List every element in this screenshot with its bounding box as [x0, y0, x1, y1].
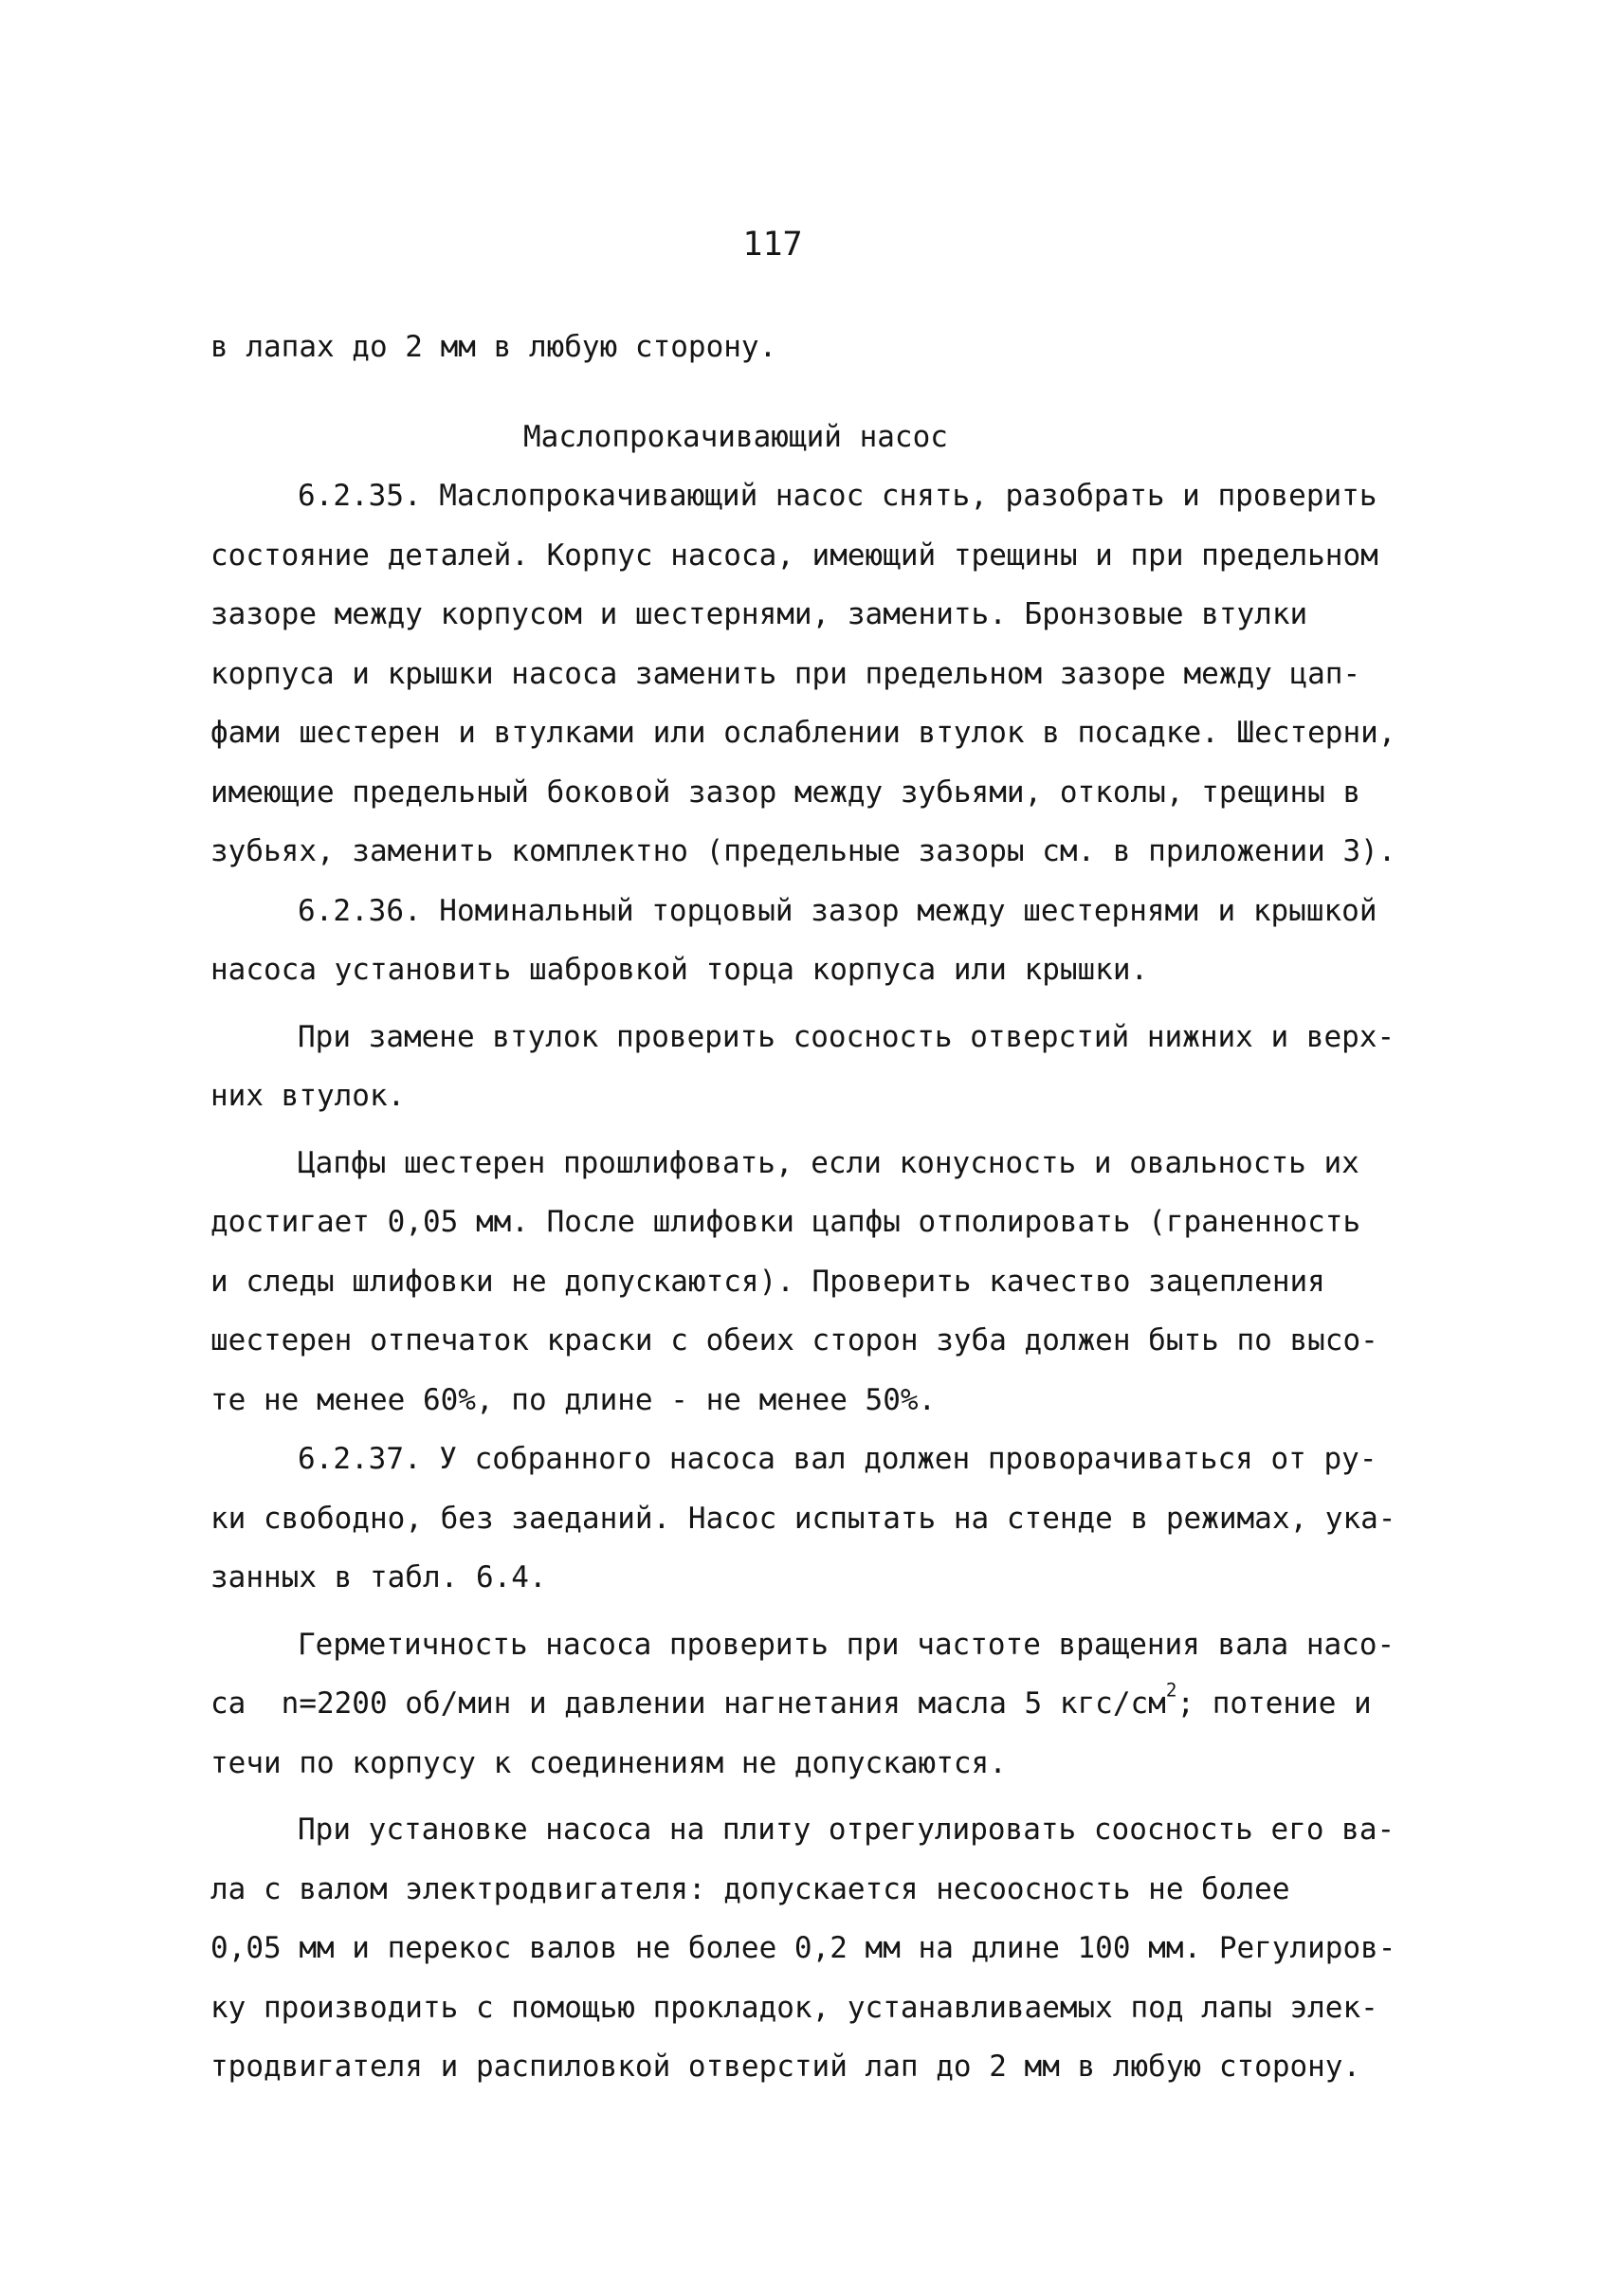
text-line: ки свободно, без заеданий. Насос испытать на стенде в режимах, ука-: [210, 1501, 1396, 1536]
text-line-with-superscript: [210, 1674, 1438, 1734]
text-line: 6.2.36. Номинальный торцовый зазор между шестернями и крышкой: [298, 893, 1377, 928]
text-fragment: ; потение и: [1176, 1686, 1372, 1721]
superscript-exponent: 2: [1165, 1679, 1177, 1702]
text-line: состояние деталей. Корпус насоса, имеющий трещины и при предельном: [210, 538, 1378, 573]
text-line: них втулок.: [210, 1079, 406, 1113]
text-line: Цапфы шестерен прошлифовать, если конусность и овальность их: [298, 1145, 1359, 1180]
paragraph-journal-grinding: [210, 1134, 1438, 1430]
paragraph-6-2-35: [210, 466, 1438, 882]
text-line: корпуса и крышки насоса заменить при предельном зазоре между цап-: [210, 656, 1361, 691]
section-heading: Маслопрокачивающий насос: [523, 419, 948, 454]
page-number: 117: [742, 226, 803, 264]
paragraph-pump-installation: [210, 1800, 1438, 2097]
document-body: [210, 318, 1438, 2097]
text-line: зазоре между корпусом и шестернями, заменить. Бронзовые втулки: [210, 597, 1308, 631]
paragraph-6-2-36: [210, 882, 1438, 1000]
paragraph-bushing-replacement: [210, 1008, 1438, 1126]
text-line: ла с валом электродвигателя: допускается несоосность не более: [210, 1871, 1290, 1906]
text-line: достигает 0,05 мм. После шлифовки цапфы отполировать (граненность: [210, 1205, 1361, 1239]
text-line: При замене втулок проверить соосность отверстий нижних и верх-: [298, 1019, 1395, 1054]
text-line: 6.2.35. Маслопрокачивающий насос снять, разобрать и проверить: [298, 479, 1377, 513]
text-fragment: са n=2200 об/мин и давлении нагнетания масла 5 кгс/см: [210, 1686, 1166, 1721]
paragraph-tightness-test: [210, 1615, 1438, 1794]
text-line: Герметичность насоса проверить при частоте вращения вала насо-: [298, 1627, 1395, 1662]
text-line: и следы шлифовки не допускаются). Проверить качество зацепления: [210, 1264, 1325, 1299]
text-line: тродвигателя и распиловкой отверстий лап до 2 мм в любую сторону.: [210, 2050, 1361, 2084]
text-line: 6.2.37. У собранного насоса вал должен проворачиваться от ру-: [298, 1442, 1377, 1476]
text-line: зубьях, заменить комплектно (предельные зазоры см. в приложении 3).: [210, 834, 1396, 868]
text-line: При установке насоса на плиту отрегулировать соосность его ва-: [298, 1813, 1395, 1847]
text-line: шестерен отпечаток краски с обеих сторон зуба должен быть по высо-: [210, 1323, 1378, 1358]
text-line: фами шестерен и втулками или ослаблении втулок в посадке. Шестерни,: [210, 716, 1396, 750]
text-line: те не менее 60%, по длине - не менее 50%.: [210, 1382, 937, 1417]
text-line: ку производить с помощью прокладок, устанавливаемых под лапы элек-: [210, 1990, 1378, 2025]
text-line: течи по корпусу к соединениям не допускаются.: [210, 1745, 1007, 1780]
text-line: насоса установить шабровкой торца корпуса или крышки.: [210, 953, 1149, 987]
text-line: имеющие предельный боковой зазор между зубьями, отколы, трещины в: [210, 774, 1361, 810]
paragraph-6-2-37: [210, 1430, 1438, 1608]
intro-line: в лапах до 2 мм в любую сторону.: [210, 330, 777, 364]
text-line: занных в табл. 6.4.: [210, 1560, 547, 1594]
text-line: 0,05 мм и перекос валов не более 0,2 мм на длине 100 мм. Регулиров-: [210, 1931, 1396, 1965]
